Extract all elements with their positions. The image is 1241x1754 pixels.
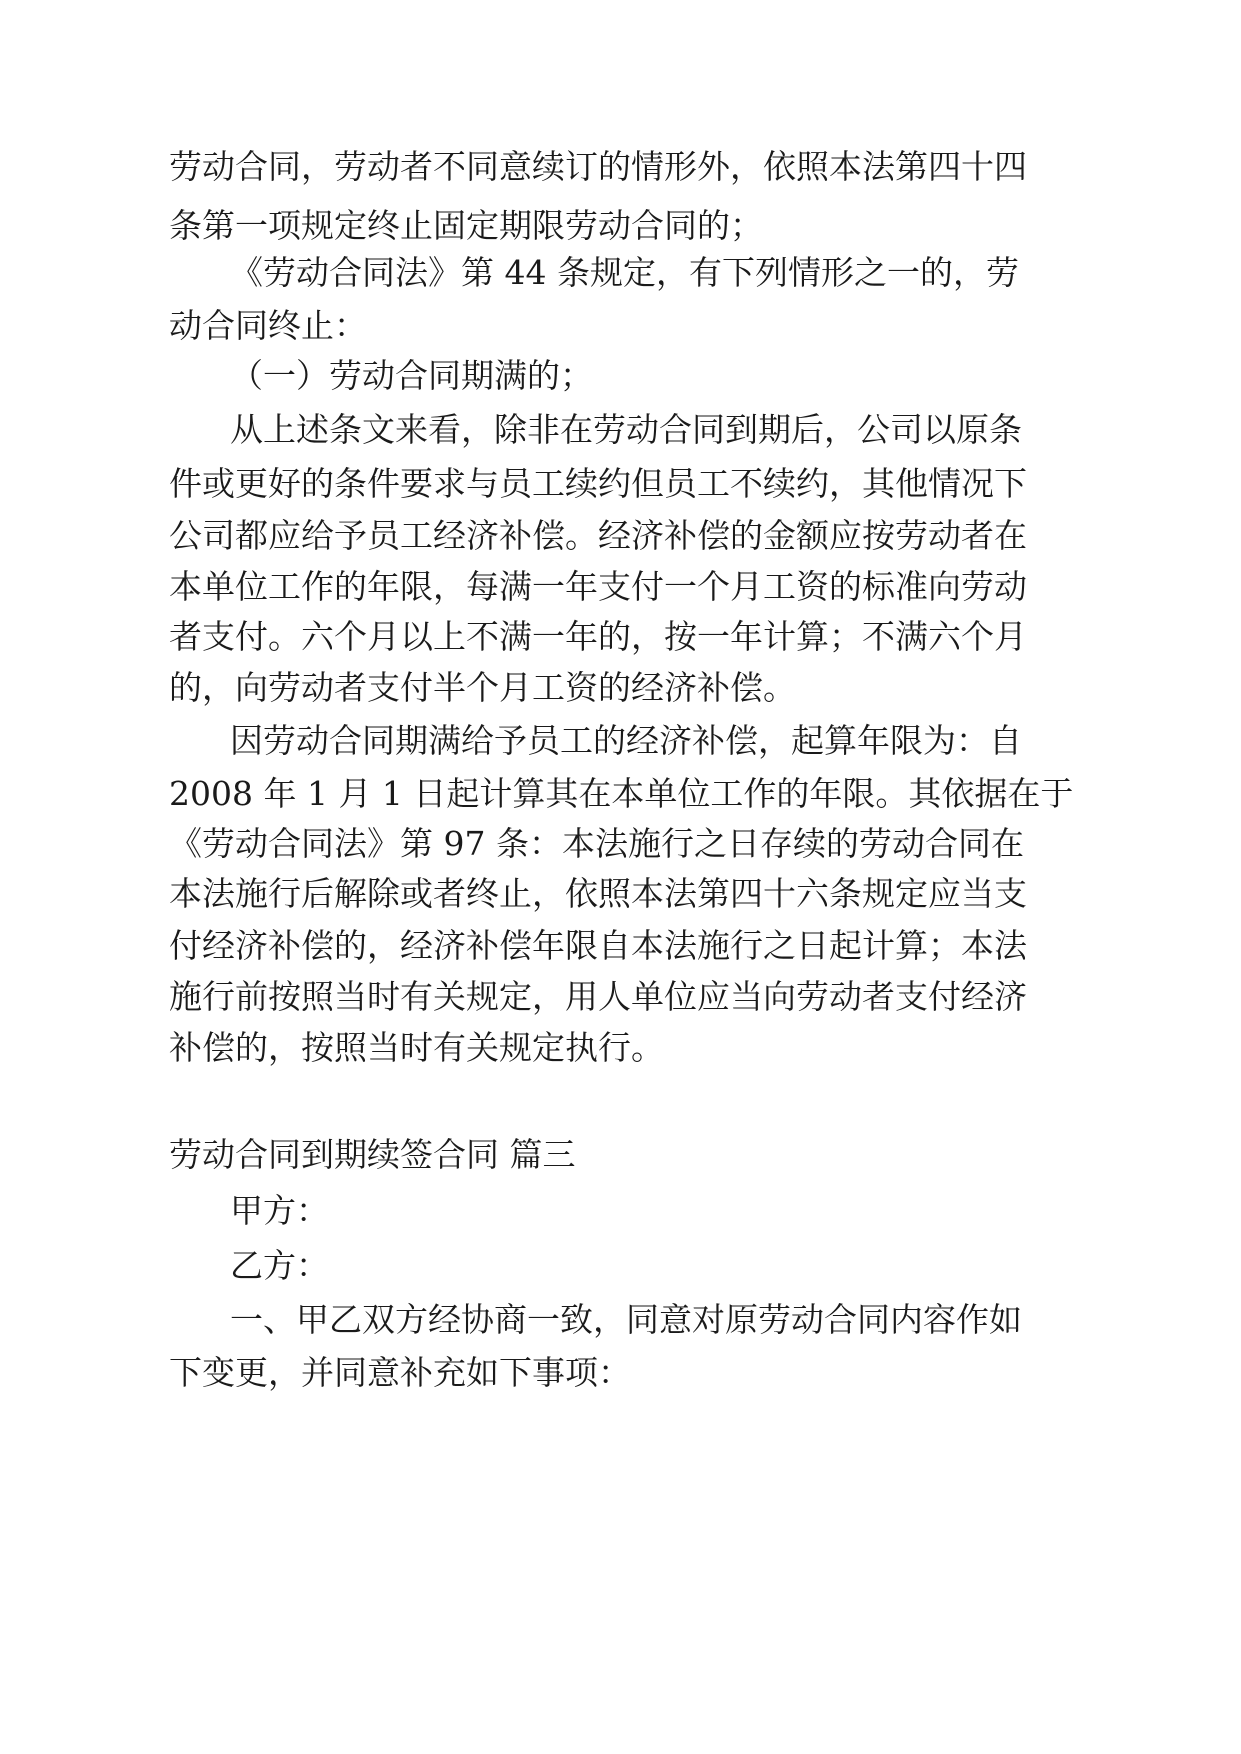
paragraph-line [0,1343,1241,1403]
line-text: 下变更，并同意补充如下事项： [169,1353,631,1392]
paragraph-line [0,346,1241,406]
line-text: 本法施行后解除或者终止，依照本法第四十六条规定应当支 [169,874,1027,913]
line-text: 付经济补偿的，经济补偿年限自本法施行之日起计算；本法 [169,926,1027,965]
paragraph-line [0,1290,1241,1350]
line-text: 补偿的，按照当时有关规定执行。 [169,1028,664,1067]
paragraph-line [0,1018,1241,1078]
line-text: 动合同终止： [169,306,367,345]
paragraph-line [0,137,1241,197]
line-text: 2008 年 1 月 1 日起计算其在本单位工作的年限。其依据在于 [169,774,1074,813]
line-text: 一、甲乙双方经协商一致，同意对原劳动合同内容作如 [230,1300,1022,1339]
line-text: 件或更好的条件要求与员工续约但员工不续约，其他情况下 [169,464,1027,503]
paragraph-line [0,864,1241,924]
paragraph-line [0,658,1241,718]
line-text: 《劳动合同法》第 97 条：本法施行之日存续的劳动合同在 [169,824,1024,863]
line-text: （一）劳动合同期满的； [230,356,593,395]
paragraph-line [0,454,1241,514]
line-text: 公司都应给予员工经济补偿。经济补偿的金额应按劳动者在 [169,516,1027,555]
line-text: 《劳动合同法》第 44 条规定，有下列情形之一的，劳 [230,253,1019,292]
party-a-field [0,1181,1241,1241]
section-heading-text: 劳动合同到期续签合同 篇三 [169,1135,576,1174]
party-a-row [230,1181,386,1241]
line-text: 因劳动合同期满给予员工的经济补偿，起算年限为：自 [230,721,1022,760]
paragraph-line [0,711,1241,771]
party-b-label: 乙方： [230,1246,329,1285]
party-a-label: 甲方： [230,1191,329,1230]
paragraph-line [0,243,1241,303]
line-text: 的，向劳动者支付半个月工资的经济补偿。 [169,668,796,707]
party-b-row [230,1236,386,1296]
section-heading [0,1125,1241,1185]
paragraph-line [0,400,1241,460]
line-text: 者支付。六个月以上不满一年的，按一年计算；不满六个月 [169,617,1027,656]
line-text: 从上述条文来看，除非在劳动合同到期后，公司以原条 [230,410,1022,449]
line-text: 本单位工作的年限，每满一年支付一个月工资的标准向劳动 [169,567,1027,606]
party-b-field [0,1236,1241,1296]
line-text: 条第一项规定终止固定期限劳动合同的； [169,206,763,245]
line-text: 施行前按照当时有关规定，用人单位应当向劳动者支付经济 [169,977,1027,1016]
line-text: 劳动合同，劳动者不同意续订的情形外，依照本法第四十四 [169,147,1027,186]
